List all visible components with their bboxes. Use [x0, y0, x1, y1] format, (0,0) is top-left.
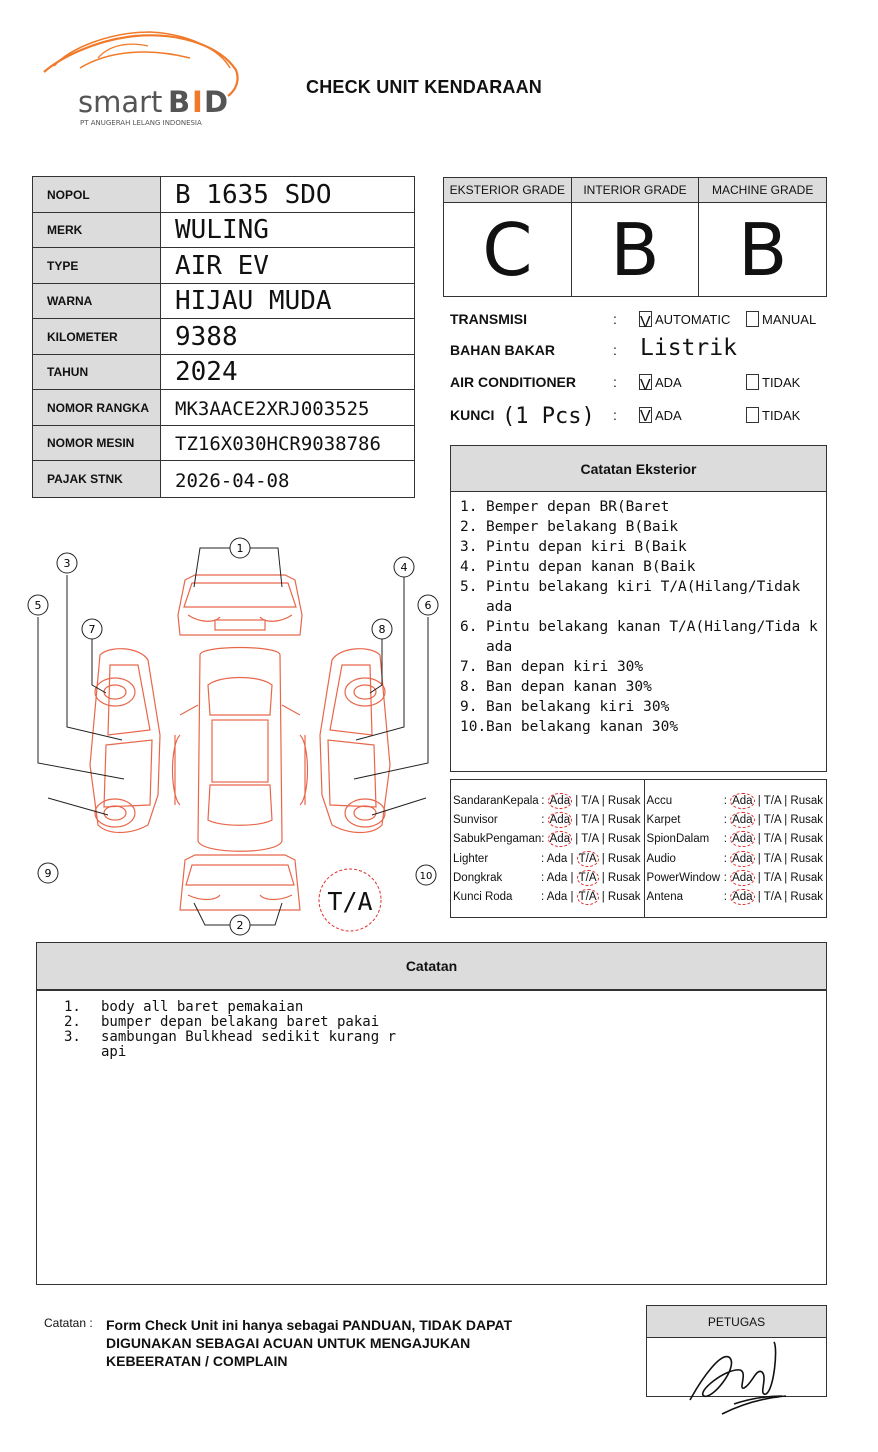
- accessory-colon: :: [723, 833, 731, 846]
- ta-stamp: T/A: [327, 887, 373, 916]
- accessory-colon: :: [723, 813, 731, 826]
- accessory-option[interactable]: T/A: [581, 794, 599, 807]
- accessory-option[interactable]: T/A: [763, 852, 781, 865]
- grade-exterior: [444, 178, 572, 296]
- svg-text:B: B: [168, 85, 191, 119]
- option-separator: |: [754, 891, 764, 904]
- accessory-option[interactable]: Ada: [732, 891, 753, 904]
- check-mark-icon: V: [640, 314, 651, 331]
- kunci-label: KUNCI: [450, 407, 495, 423]
- accessory-name: Karpet: [646, 813, 681, 826]
- row-merk: [33, 213, 414, 248]
- svg-text:I: I: [192, 85, 203, 119]
- smartbid-logo: [40, 28, 245, 132]
- option-separator: |: [572, 794, 582, 807]
- marker-5: 5: [34, 599, 42, 612]
- kunci-option-tidak[interactable]: [746, 407, 800, 423]
- accessory-colon: :: [541, 833, 548, 846]
- accessory-name: Audio: [646, 852, 676, 865]
- item-text: Pintu depan kiri B(Baik: [486, 539, 687, 555]
- item-text: Pintu depan kanan B(Baik: [486, 559, 696, 575]
- option-separator: |: [781, 852, 791, 865]
- accessory-options: [724, 889, 826, 905]
- ac-option-tidak[interactable]: [746, 374, 800, 390]
- accessory-option[interactable]: Rusak: [790, 852, 823, 865]
- marker-circles: [28, 538, 438, 935]
- item-number: 5.: [460, 579, 478, 595]
- item-number: 1.: [64, 999, 81, 1015]
- label-nopol: NOPOL: [33, 177, 161, 212]
- accessory-row: [645, 791, 826, 810]
- ac-tidak-label: TIDAK: [762, 374, 801, 390]
- car-damage-diagram: [20, 535, 450, 940]
- list-item: [460, 717, 820, 737]
- row-warna: [33, 284, 414, 319]
- accessory-option[interactable]: Ada: [546, 852, 568, 865]
- accessory-option[interactable]: Rusak: [607, 852, 641, 865]
- transmisi-colon: :: [613, 311, 617, 327]
- accessory-row: [451, 830, 644, 849]
- marker-10: 10: [419, 871, 433, 882]
- accessory-colon: :: [541, 852, 547, 865]
- accessory-row: [451, 887, 644, 906]
- marker-2: 2: [236, 919, 244, 932]
- svg-text:D: D: [204, 85, 229, 119]
- kunci-ada-checkbox[interactable]: [639, 407, 652, 423]
- option-separator: |: [781, 891, 791, 904]
- accessory-options: [724, 831, 826, 847]
- accessory-option[interactable]: T/A: [763, 871, 781, 884]
- check-mark-icon: V: [640, 377, 651, 394]
- accessory-colon: :: [541, 794, 548, 807]
- accessory-name: PowerWindow: [646, 871, 721, 884]
- ac-label: AIR CONDITIONER: [450, 374, 576, 390]
- bahan-bakar-value: Listrik: [640, 335, 737, 361]
- accessory-row: [451, 791, 644, 810]
- accessory-option[interactable]: Rusak: [790, 871, 823, 884]
- option-separator: |: [567, 852, 577, 865]
- label-pajak-stnk: PAJAK STNK: [33, 461, 161, 497]
- signature-image: [682, 1338, 792, 1418]
- accessory-row: [451, 868, 644, 887]
- grade-interior-label: INTERIOR GRADE: [572, 178, 699, 203]
- accessory-colon: :: [541, 871, 547, 884]
- footer-disclaimer: Form Check Unit ini hanya sebagai PANDUAN, TIDAK DAPAT DIGUNAKAN SEBAGAI ACUAN UNTUK MENGAJUKAN KEBEERATAN / COMPLAIN: [106, 1317, 513, 1369]
- item-text: Ban depan kanan 30%: [486, 679, 652, 695]
- transmisi-option-automatic[interactable]: [639, 311, 731, 331]
- label-merk: MERK: [33, 213, 161, 247]
- list-item: [460, 517, 820, 537]
- notes-list: [37, 991, 826, 1060]
- footer-label: Catatan :: [44, 1316, 93, 1330]
- grade-exterior-value: C: [482, 207, 533, 292]
- accessory-options: [724, 793, 826, 809]
- automatic-label: AUTOMATIC: [655, 311, 731, 327]
- option-separator: |: [572, 833, 582, 846]
- row-nomor-mesin: [33, 426, 414, 461]
- value-tahun: 2024: [175, 357, 238, 387]
- exterior-notes-title: Catatan Eksterior: [451, 446, 826, 492]
- label-nomor-mesin: NOMOR MESIN: [33, 426, 161, 460]
- list-item: [460, 677, 820, 697]
- item-text: Pintu belakang kiri T/A(Hilang/Tidak ada: [486, 579, 801, 615]
- item-text: Ban belakang kanan 30%: [486, 719, 679, 735]
- transmisi-option-manual[interactable]: [746, 311, 816, 327]
- accessory-option[interactable]: Ada: [549, 794, 571, 807]
- item-number: 1.: [460, 499, 478, 515]
- option-separator: |: [754, 871, 764, 884]
- list-item: [460, 557, 820, 577]
- value-kilometer: 9388: [175, 322, 238, 352]
- list-item: [460, 657, 820, 677]
- accessory-option[interactable]: T/A: [763, 794, 781, 807]
- item-text: bumper depan belakang baret pakai: [101, 1014, 380, 1030]
- accessory-option[interactable]: T/A: [581, 813, 599, 826]
- accessory-option[interactable]: Ada: [732, 833, 753, 846]
- item-text: body all baret pemakaian: [101, 999, 304, 1015]
- page-title: CHECK UNIT KENDARAAN: [306, 77, 542, 97]
- accessory-option[interactable]: Rusak: [607, 813, 641, 826]
- grade-exterior-label: EKSTERIOR GRADE: [444, 178, 571, 203]
- accessory-options: [724, 870, 826, 886]
- option-separator: |: [781, 794, 791, 807]
- option-separator: |: [754, 813, 764, 826]
- accessory-name: Accu: [646, 794, 673, 807]
- accessory-option[interactable]: Rusak: [790, 891, 823, 904]
- exterior-notes-panel: [450, 445, 827, 772]
- value-nomor-mesin: TZ16X030HCR9038786: [175, 433, 381, 455]
- grade-machine-label: MACHINE GRADE: [699, 178, 826, 203]
- value-warna: HIJAU MUDA: [175, 286, 332, 316]
- accessory-name: Lighter: [453, 852, 489, 865]
- accessory-name: Dongkrak: [453, 871, 503, 884]
- bahan-bakar-colon: :: [613, 342, 617, 358]
- accessory-option[interactable]: T/A: [763, 833, 781, 846]
- accessory-option[interactable]: Ada: [732, 852, 753, 865]
- value-merk: WULING: [175, 215, 269, 245]
- accessory-option[interactable]: T/A: [578, 871, 597, 884]
- marker-1: 1: [236, 542, 244, 555]
- list-item: [460, 697, 820, 717]
- list-item: [64, 1030, 826, 1060]
- notes-panel: [36, 942, 827, 1285]
- accessory-colon: :: [541, 891, 547, 904]
- value-type: AIR EV: [175, 251, 269, 281]
- option-separator: |: [572, 813, 582, 826]
- item-number: 9.: [460, 699, 478, 715]
- list-item: [460, 577, 820, 617]
- accessory-name: Sunvisor: [453, 813, 498, 826]
- accessory-options: [541, 889, 644, 905]
- item-text: Ban belakang kiri 30%: [486, 699, 670, 715]
- label-nomor-rangka: NOMOR RANGKA: [33, 390, 161, 425]
- row-type: [33, 248, 414, 284]
- item-text: Pintu belakang kanan T/A(Hilang/Tida k ada: [486, 619, 818, 655]
- item-number: 6.: [460, 619, 478, 635]
- accessories-right-column: [644, 780, 826, 917]
- accessory-option[interactable]: T/A: [578, 852, 597, 865]
- option-separator: |: [754, 794, 764, 807]
- car-outline: [90, 575, 390, 910]
- accessory-option[interactable]: T/A: [581, 833, 599, 846]
- logo-text: smart: [78, 85, 163, 119]
- accessory-option[interactable]: Ada: [732, 794, 753, 807]
- list-item: [460, 497, 820, 517]
- marker-3: 3: [63, 557, 71, 570]
- accessories-panel: [450, 779, 827, 918]
- row-pajak-stnk: [33, 461, 414, 497]
- option-separator: |: [781, 813, 791, 826]
- accessory-option[interactable]: Ada: [732, 871, 753, 884]
- accessory-option[interactable]: T/A: [763, 891, 781, 904]
- option-separator: |: [567, 871, 577, 884]
- ac-option-ada[interactable]: [639, 374, 682, 394]
- kunci-tidak-checkbox[interactable]: [746, 407, 759, 423]
- accessory-name: SandaranKepala: [453, 794, 539, 807]
- accessory-colon: :: [723, 871, 731, 884]
- row-nopol: [33, 177, 414, 213]
- accessory-option[interactable]: Ada: [549, 813, 571, 826]
- ac-ada-label: ADA: [655, 374, 682, 390]
- petugas-label: PETUGAS: [647, 1306, 826, 1338]
- accessory-option[interactable]: T/A: [763, 813, 781, 826]
- label-warna: WARNA: [33, 284, 161, 318]
- accessory-options: [724, 851, 826, 867]
- accessory-colon: :: [723, 891, 731, 904]
- marker-leaders: [38, 548, 428, 925]
- exterior-notes-list: [451, 492, 826, 737]
- item-number: 3.: [64, 1029, 81, 1045]
- option-separator: |: [754, 833, 764, 846]
- accessory-colon: :: [541, 813, 548, 826]
- automatic-checkbox[interactable]: [639, 311, 652, 331]
- item-number: 3.: [460, 539, 478, 555]
- accessory-option[interactable]: Ada: [546, 891, 568, 904]
- list-item: [64, 1015, 826, 1030]
- accessory-option[interactable]: Rusak: [607, 794, 641, 807]
- marker-7: 7: [88, 623, 96, 636]
- ac-tidak-checkbox[interactable]: [746, 374, 759, 390]
- option-separator: |: [598, 813, 608, 826]
- marker-6: 6: [424, 599, 432, 612]
- item-number: 8.: [460, 679, 478, 695]
- kunci-ada-label: ADA: [655, 407, 682, 423]
- list-item: [460, 537, 820, 557]
- accessory-options: [541, 812, 643, 828]
- label-type: TYPE: [33, 248, 161, 283]
- item-number: 4.: [460, 559, 478, 575]
- accessory-row: [645, 830, 826, 849]
- item-number: 2.: [460, 519, 478, 535]
- value-pajak-stnk: 2026-04-08: [175, 470, 290, 492]
- vehicle-identity-table: [32, 176, 415, 498]
- row-kilometer: [33, 319, 414, 355]
- option-separator: |: [598, 852, 608, 865]
- accessory-row: [645, 868, 826, 887]
- check-mark-icon: V: [640, 408, 651, 425]
- accessory-option[interactable]: Rusak: [607, 891, 641, 904]
- option-separator: |: [754, 852, 764, 865]
- accessory-options: [541, 831, 643, 847]
- kunci-count: (1 Pcs): [502, 404, 595, 429]
- transmisi-label: TRANSMISI: [450, 311, 527, 327]
- bahan-bakar-label: BAHAN BAKAR: [450, 342, 555, 358]
- accessory-name: Antena: [646, 891, 683, 904]
- notes-title: Catatan: [37, 943, 826, 991]
- accessories-left-column: [451, 780, 644, 917]
- accessory-option[interactable]: Ada: [732, 813, 753, 826]
- accessory-option[interactable]: Ada: [546, 871, 568, 884]
- accessory-option[interactable]: Rusak: [790, 833, 823, 846]
- accessory-name: Kunci Roda: [453, 891, 513, 904]
- list-item: [64, 1000, 826, 1015]
- ac-colon: :: [613, 374, 617, 390]
- accessory-row: [451, 849, 644, 868]
- list-item: [460, 617, 820, 657]
- accessory-options: [541, 870, 644, 886]
- accessory-row: [645, 810, 826, 829]
- marker-4: 4: [400, 561, 408, 574]
- label-kilometer: KILOMETER: [33, 319, 161, 354]
- kunci-colon: :: [613, 407, 617, 423]
- grade-interior-value: B: [610, 207, 660, 292]
- item-text: Bemper depan BR(Baret: [486, 499, 670, 515]
- kunci-option-ada[interactable]: [639, 407, 682, 423]
- marker-8: 8: [378, 623, 386, 636]
- grade-machine-value: B: [737, 207, 788, 292]
- kunci-tidak-label: TIDAK: [762, 407, 801, 423]
- ac-ada-checkbox[interactable]: [639, 374, 652, 394]
- accessory-options: [541, 793, 643, 809]
- accessory-row: [645, 887, 826, 906]
- row-tahun: [33, 355, 414, 390]
- grade-machine: [699, 178, 826, 296]
- manual-label: MANUAL: [762, 311, 817, 327]
- option-separator: |: [567, 891, 577, 904]
- accessory-option[interactable]: Ada: [549, 833, 571, 846]
- accessory-option[interactable]: Rusak: [607, 833, 641, 846]
- item-number: 10.: [460, 719, 487, 735]
- marker-9: 9: [44, 867, 52, 880]
- value-nomor-rangka: MK3AACE2XRJ003525: [175, 398, 370, 420]
- manual-checkbox[interactable]: [746, 311, 759, 327]
- accessory-colon: :: [723, 852, 731, 865]
- item-number: 2.: [64, 1014, 81, 1030]
- accessory-options: [724, 812, 826, 828]
- option-separator: |: [598, 891, 608, 904]
- label-tahun: TAHUN: [33, 355, 161, 389]
- option-separator: |: [781, 833, 791, 846]
- accessory-options: [541, 851, 644, 867]
- option-separator: |: [598, 871, 608, 884]
- value-nopol: B 1635 SDO: [175, 180, 332, 210]
- option-separator: |: [598, 833, 608, 846]
- item-text: sambungan Bulkhead sedikit kurang r api: [101, 1029, 397, 1060]
- grade-table: [443, 177, 827, 297]
- accessory-option[interactable]: Rusak: [790, 794, 823, 807]
- accessory-option[interactable]: Rusak: [790, 813, 823, 826]
- row-nomor-rangka: [33, 390, 414, 426]
- grade-interior: [572, 178, 700, 296]
- logo-tagline: PT ANUGERAH LELANG INDONESIA: [80, 119, 202, 127]
- accessory-colon: :: [723, 794, 731, 807]
- accessory-name: SpionDalam: [646, 833, 710, 846]
- accessory-row: [645, 849, 826, 868]
- item-text: Ban depan kiri 30%: [486, 659, 644, 675]
- accessory-option[interactable]: Rusak: [607, 871, 641, 884]
- accessory-name: SabukPengaman: [453, 833, 542, 846]
- option-separator: |: [598, 794, 608, 807]
- item-text: Bemper belakang B(Baik: [486, 519, 679, 535]
- accessory-row: [451, 810, 644, 829]
- option-separator: |: [781, 871, 791, 884]
- accessory-option[interactable]: T/A: [578, 891, 597, 904]
- item-number: 7.: [460, 659, 478, 675]
